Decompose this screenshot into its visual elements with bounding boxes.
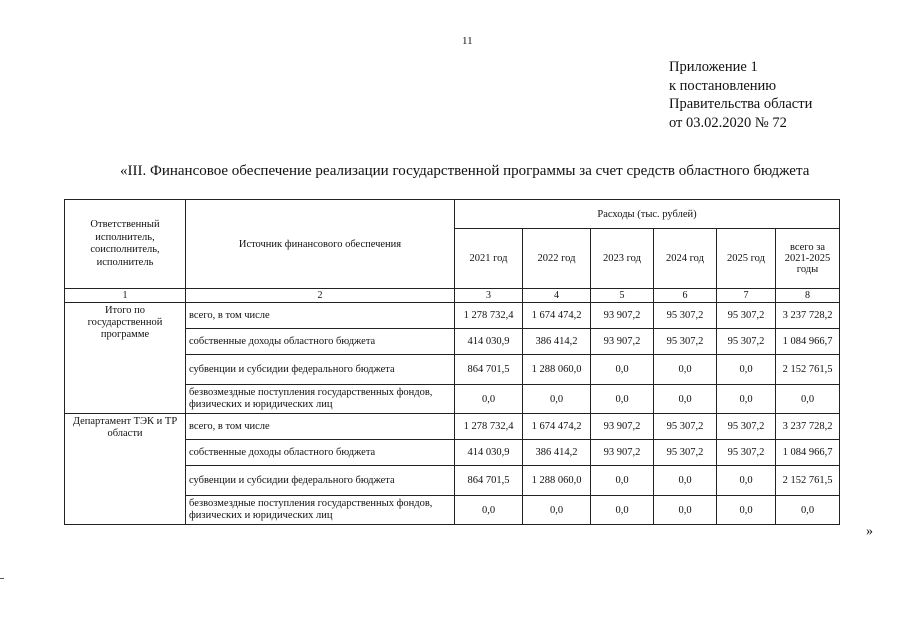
value-cell: 0,0 xyxy=(654,355,717,385)
value-cell: 2 152 761,5 xyxy=(776,355,840,385)
value-cell: 0,0 xyxy=(776,496,840,525)
value-cell: 0,0 xyxy=(654,385,717,414)
value-cell: 95 307,2 xyxy=(654,329,717,355)
value-cell: 95 307,2 xyxy=(654,303,717,329)
value-cell: 0,0 xyxy=(591,466,654,496)
value-cell: 414 030,9 xyxy=(455,329,523,355)
appendix-line-3: Правительства области xyxy=(669,96,813,112)
header-executor: Ответственный исполнитель, соисполнитель, исполнитель xyxy=(65,200,186,289)
value-cell: 414 030,9 xyxy=(455,440,523,466)
column-number: 1 xyxy=(65,289,186,303)
value-cell: 0,0 xyxy=(776,385,840,414)
value-cell: 0,0 xyxy=(591,496,654,525)
value-cell: 95 307,2 xyxy=(717,414,776,440)
appendix-line-1: Приложение 1 xyxy=(669,59,758,75)
value-cell: 1 288 060,0 xyxy=(523,355,591,385)
value-cell: 3 237 728,2 xyxy=(776,303,840,329)
margin-mark xyxy=(0,578,4,579)
page-number: 11 xyxy=(462,35,473,47)
value-cell: 1 288 060,0 xyxy=(523,466,591,496)
value-cell: 0,0 xyxy=(654,496,717,525)
source-cell: субвенции и субсидии федерального бюджета xyxy=(186,355,455,385)
appendix-line-4: от 03.02.2020 № 72 xyxy=(669,114,787,131)
financing-table xyxy=(64,199,840,525)
value-cell: 1 674 474,2 xyxy=(523,303,591,329)
value-cell: 864 701,5 xyxy=(455,466,523,496)
value-cell: 1 674 474,2 xyxy=(523,414,591,440)
value-cell: 864 701,5 xyxy=(455,355,523,385)
value-cell: 93 907,2 xyxy=(591,303,654,329)
value-cell: 3 237 728,2 xyxy=(776,414,840,440)
section-title: «III. Финансовое обеспечение реализации государственной программы за счет средств областного бюджета xyxy=(120,163,810,179)
column-number: 2 xyxy=(186,289,455,303)
value-cell: 0,0 xyxy=(717,496,776,525)
value-cell: 1 278 732,4 xyxy=(455,414,523,440)
appendix-block xyxy=(669,58,812,132)
header-source: Источник финансового обеспечения xyxy=(186,200,455,289)
source-cell: собственные доходы областного бюджета xyxy=(186,440,455,466)
executor-cell: Итого по государственной программе xyxy=(65,303,186,414)
column-number: 3 xyxy=(455,289,523,303)
source-cell: собственные доходы областного бюджета xyxy=(186,329,455,355)
value-cell: 0,0 xyxy=(523,496,591,525)
header-year-2021: 2021 год xyxy=(455,229,523,289)
header-expenses: Расходы (тыс. рублей) xyxy=(455,200,840,229)
source-cell: безвозмездные поступления государственных фондов, физических и юридических лиц xyxy=(186,385,455,414)
value-cell: 0,0 xyxy=(455,496,523,525)
header-year-2025: 2025 год xyxy=(717,229,776,289)
value-cell: 1 278 732,4 xyxy=(455,303,523,329)
value-cell: 2 152 761,5 xyxy=(776,466,840,496)
table-row xyxy=(65,414,840,440)
value-cell: 0,0 xyxy=(717,385,776,414)
executor-cell: Департамент ТЭК и ТР области xyxy=(65,414,186,525)
header-year-2024: 2024 год xyxy=(654,229,717,289)
value-cell: 0,0 xyxy=(591,355,654,385)
source-cell: всего, в том числе xyxy=(186,414,455,440)
value-cell: 0,0 xyxy=(717,355,776,385)
value-cell: 93 907,2 xyxy=(591,440,654,466)
value-cell: 386 414,2 xyxy=(523,440,591,466)
column-number: 4 xyxy=(523,289,591,303)
value-cell: 95 307,2 xyxy=(654,414,717,440)
column-numbers-row xyxy=(65,289,840,303)
column-number: 5 xyxy=(591,289,654,303)
source-cell: безвозмездные поступления государственных фондов, физических и юридических лиц xyxy=(186,496,455,525)
value-cell: 95 307,2 xyxy=(717,440,776,466)
table-row xyxy=(65,303,840,329)
source-cell: всего, в том числе xyxy=(186,303,455,329)
header-total: всего за 2021-2025 годы xyxy=(776,229,840,289)
value-cell: 1 084 966,7 xyxy=(776,329,840,355)
value-cell: 0,0 xyxy=(455,385,523,414)
column-number: 8 xyxy=(776,289,840,303)
appendix-line-2: к постановлению xyxy=(669,77,777,94)
value-cell: 95 307,2 xyxy=(717,303,776,329)
source-cell: субвенции и субсидии федерального бюджета xyxy=(186,466,455,496)
value-cell: 0,0 xyxy=(654,466,717,496)
value-cell: 0,0 xyxy=(591,385,654,414)
value-cell: 0,0 xyxy=(523,385,591,414)
value-cell: 386 414,2 xyxy=(523,329,591,355)
value-cell: 93 907,2 xyxy=(591,329,654,355)
value-cell: 95 307,2 xyxy=(717,329,776,355)
value-cell: 0,0 xyxy=(717,466,776,496)
column-number: 7 xyxy=(717,289,776,303)
header-year-2023: 2023 год xyxy=(591,229,654,289)
value-cell: 93 907,2 xyxy=(591,414,654,440)
value-cell: 1 084 966,7 xyxy=(776,440,840,466)
closing-quote-mark: » xyxy=(866,524,873,539)
column-number: 6 xyxy=(654,289,717,303)
value-cell: 95 307,2 xyxy=(654,440,717,466)
header-year-2022: 2022 год xyxy=(523,229,591,289)
